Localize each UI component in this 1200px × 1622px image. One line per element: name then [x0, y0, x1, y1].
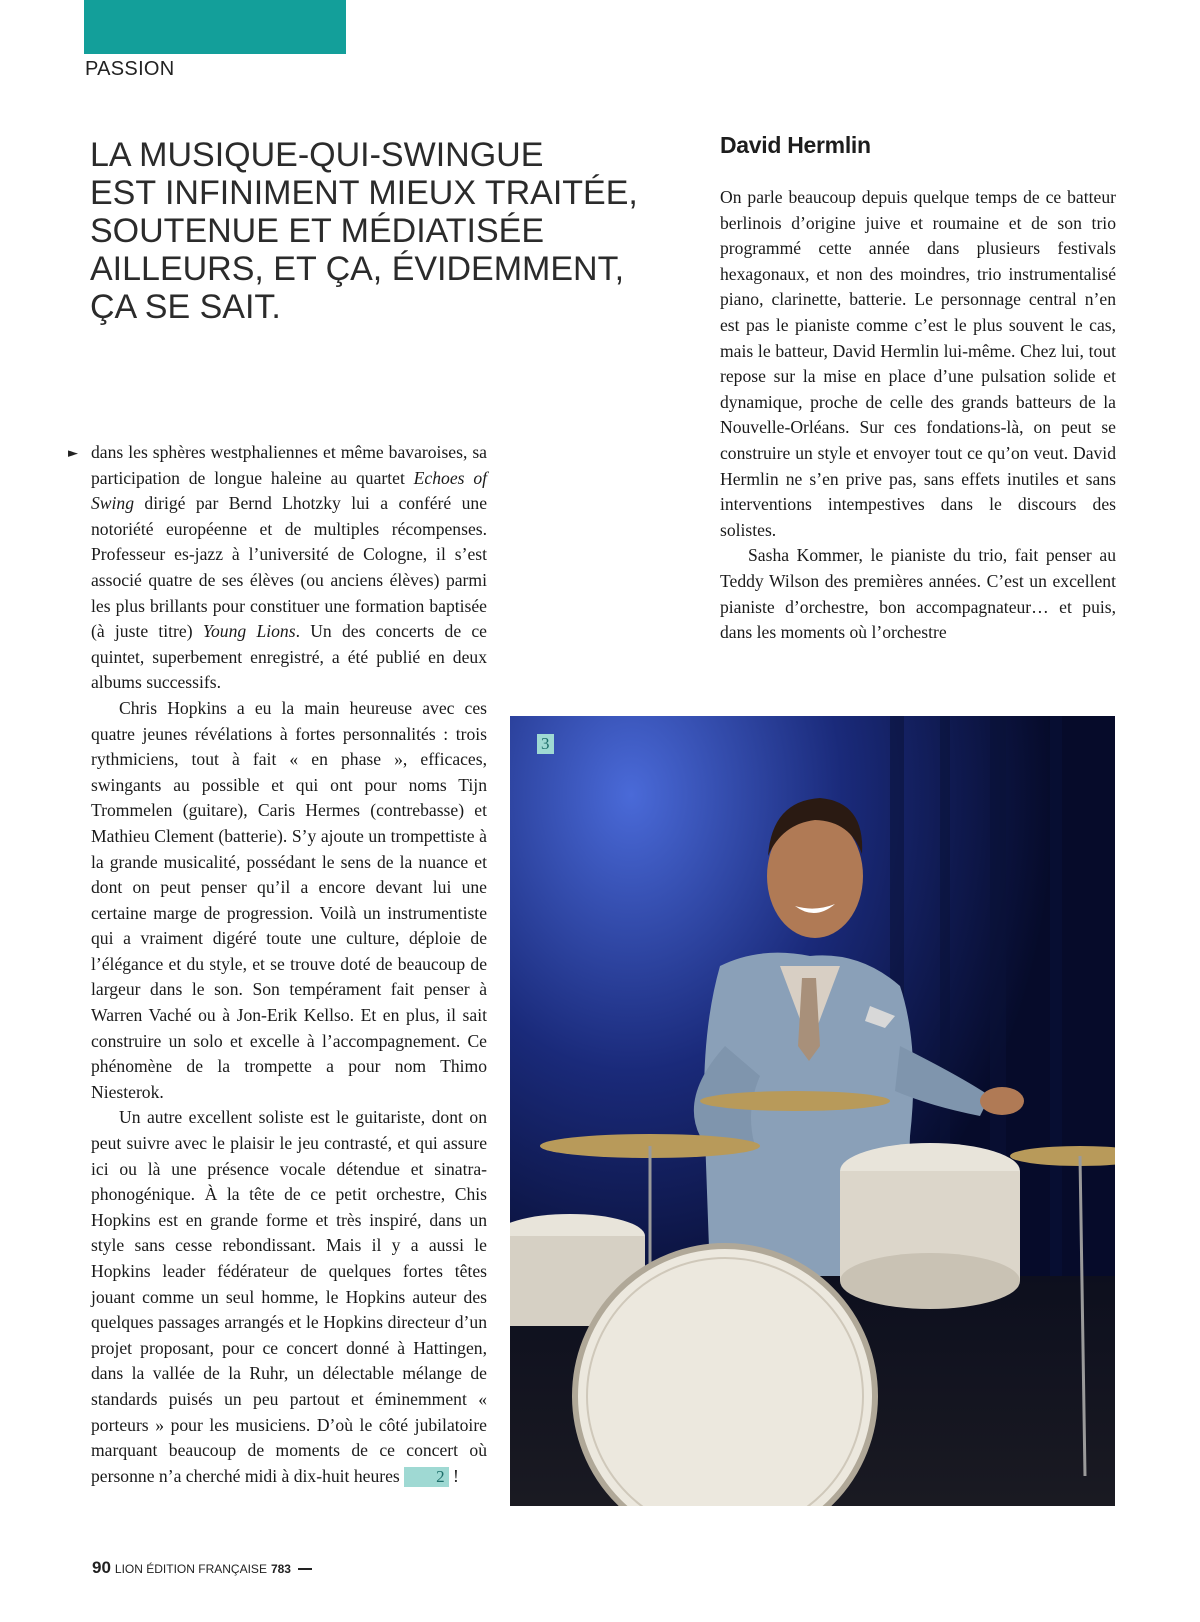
album-title: Young Lions — [202, 621, 296, 642]
text-run: dans les sphères westphaliennes et même bavaroises, sa participation de longue haleine au quartet — [91, 442, 487, 488]
paragraph: On parle beaucoup depuis quelque temps de ce batteur berlinois d’origine juive et roumaine et de son trio programmé cette année dans plusieurs festivals hexagonaux, et non des moindres, trio instrumentalisé piano, clarinette, batterie. Le personnage central n’en est pas le pianiste comme c’est le plus souvent le cas, mais le batteur, David Hermlin lui-même. Chez lui, tout repose sur la mise en place d’une pulsation solide et dynamique, proche de celle des grands batteurs de la Nouvelle-Orléans. Sur ces fondations-là, on peut se construire un style et envoyer tout ce qu’on veut. David Hermlin ne s’en prive pas, sans effets inutiles et sans interventions intempestives dans le discours des solistes. — [720, 187, 1116, 540]
drummer-photo — [510, 716, 1115, 1506]
left-column — [91, 440, 487, 1489]
album-title: Echoes of Swing — [91, 467, 487, 514]
text-run: . Un des concerts de ce quintet, superbement enregistré, a été publié en deux albums successifs. — [91, 621, 487, 693]
page-number: 90 — [92, 1558, 111, 1577]
issue-number: 783 — [270, 1562, 291, 1576]
pullquote-line: LA MUSIQUE-QUI-SWINGUE — [90, 136, 544, 174]
paragraph: Sasha Kommer, le pianiste du trio, fait penser au Teddy Wilson des premières années. C’est un excellent pianiste d’orchestre, bon accompagnateur… et puis, dans les moments où l’orchestre — [720, 545, 1116, 643]
pullquote-line: SOUTENUE ET MÉDIATISÉE — [90, 212, 545, 250]
section-heading: David Hermlin — [720, 132, 871, 158]
right-column — [720, 185, 1116, 646]
paragraph: Chris Hopkins a eu la main heureuse avec ces quatre jeunes révélations à fortes personnalités : trois rythmiciens, tout à fait « en phase », efficaces, swingants au possible et qui ont pour noms Tijn Trommelen (guitare), Caris Hermes (contrebasse) et Mathieu Clement (batterie). S’y ajoute un trompettiste à la grande musicalité, possédant le sens de la nuance et dont on peut penser qu’il a encore devant lui une certaine marge de progression. Voilà un instrumentiste qui a vraiment digéré toute une culture, déploie de l’élégance et du style, et se trouve doté de beaucoup de largeur dans le son. Son tempérament fait penser à Warren Vaché ou à Jon-Erik Kellso. Et en plus, il sait construire un solo et excelle à l’accompagnement. Ce phénomène de la trompette a pour nom Thimo Niesterok. — [91, 697, 487, 1102]
section-label: PASSION — [85, 58, 175, 80]
pullquote — [90, 136, 690, 326]
magazine-name: LION ÉDITION FRANÇAISE — [114, 1562, 267, 1576]
page-footer — [92, 1558, 312, 1578]
pullquote-line: AILLEURS, ET ÇA, ÉVIDEMMENT, — [90, 250, 625, 288]
pullquote-line: EST INFINIMENT MIEUX TRAITÉE, — [90, 174, 638, 212]
drummer-illustration — [510, 716, 1115, 1506]
continuation-arrow-icon: ► — [68, 446, 78, 461]
text-run: Un autre excellent soliste est le guitariste, dont on peut suivre avec le plaisir le jeu contrasté, et qui assure ici ou là une présence vocale détendue et sinatra-phonogénique. À la tête de ce petit orchestre, Chis Hopkins est en grande forme et très inspiré, dans un style sans cesse rebondissant. Mais il y a aussi le Hopkins leader fédérateur de quelques fortes têtes jouant comme un seul homme, le Hopkins auteur des quelques passages arrangés et le Hopkins directeur d’un projet proposant, pour ce concert donné à Hattingen, dans la vallée de la Ruhr, un délectable mélange de standards puisés un peu partout et éminemment « porteurs » pour les musiciens. D’où le côté jubilatoire marquant beaucoup de moments de ce concert où personne n’a cherché midi à dix-huit heures — [91, 1107, 487, 1486]
section-color-bar — [84, 0, 346, 54]
footer-rule — [298, 1568, 312, 1570]
paragraph — [91, 440, 487, 696]
text-run: ! — [448, 1465, 459, 1486]
text-run: dirigé par Bernd Lhotzky lui a conféré une notoriété européenne et de multiples récompenses. Professeur es-jazz à l’université de Cologne, il s’est associé quatre de ses élèves (ou anciens élèves) parmi les plus brillants pour constituer une formation baptisée (à juste titre) — [91, 493, 487, 642]
photo-reference-badge: 3 — [537, 734, 554, 754]
figure-reference-badge: 2 — [404, 1467, 449, 1487]
paragraph — [91, 1105, 487, 1489]
pullquote-line: ÇA SE SAIT. — [90, 288, 281, 326]
